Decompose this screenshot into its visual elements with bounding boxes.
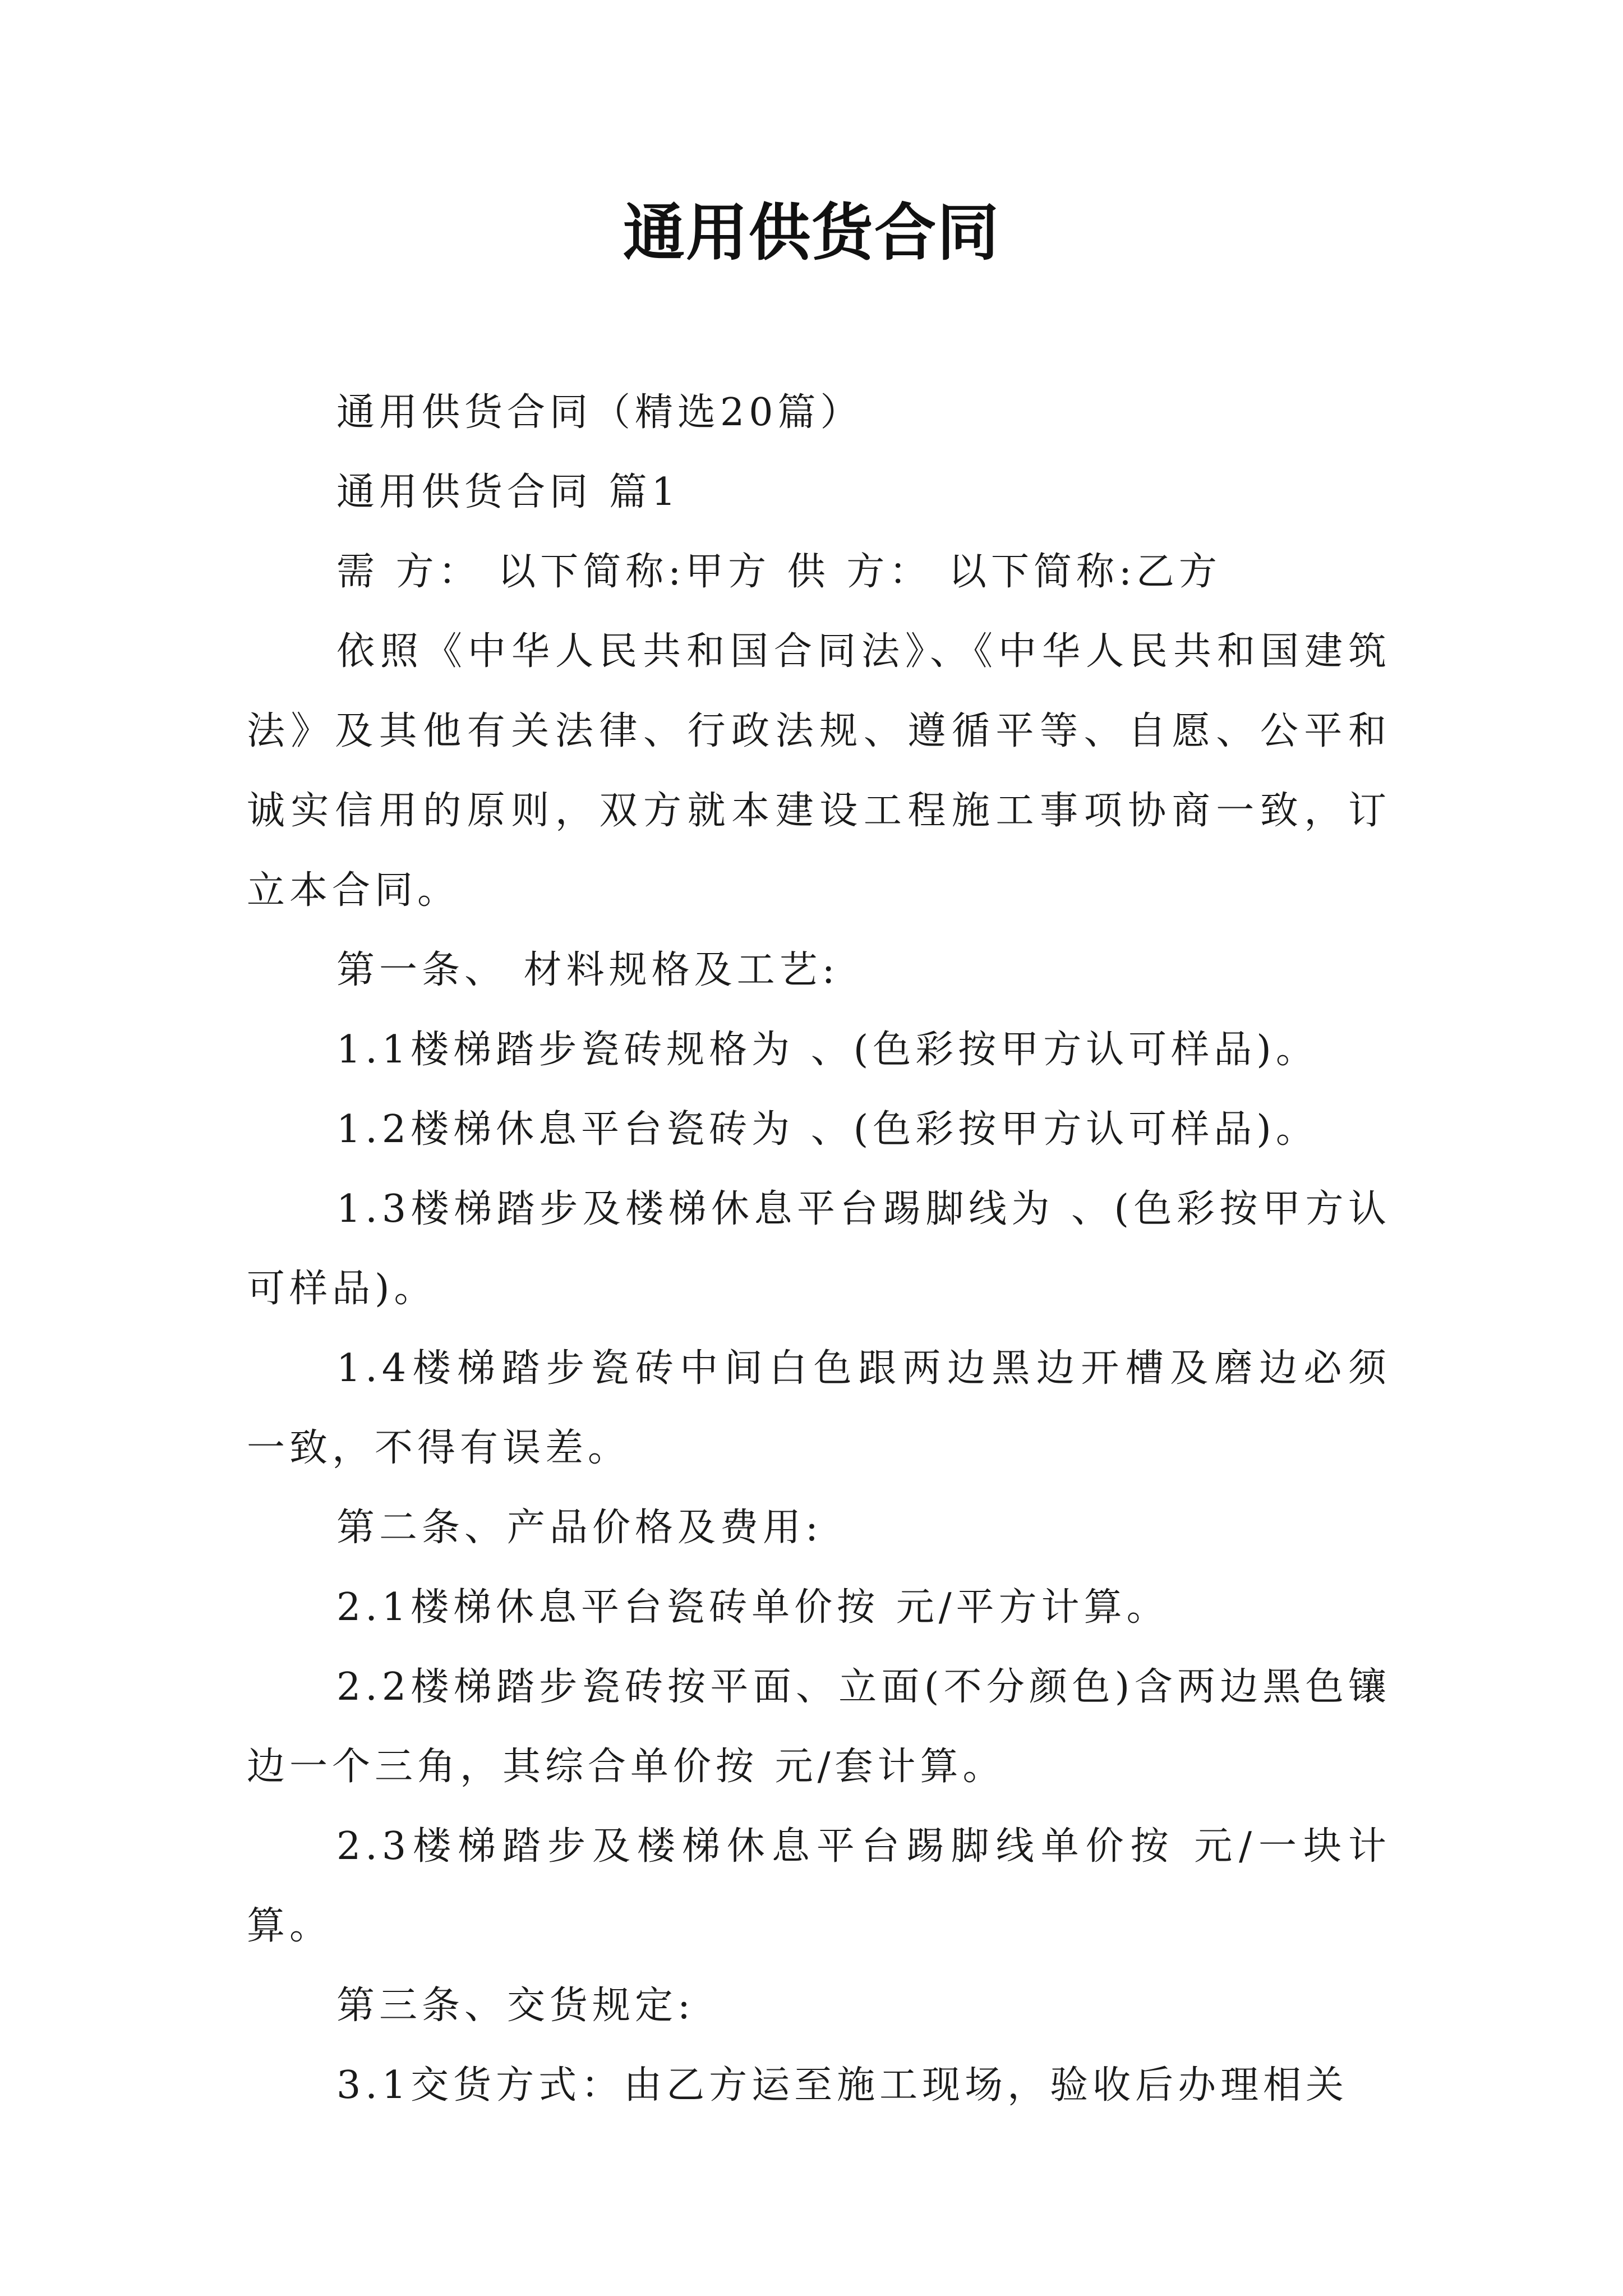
paragraph-article-3-heading: 第三条、交货规定: [336, 1984, 695, 2028]
document-body [247, 373, 1391, 2125]
paragraph-article-1-heading: 第一条、 材料规格及工艺: [336, 948, 840, 992]
paragraph-clause-2-1: 2.1楼梯休息平台瓷砖单价按 元/平方计算。 [336, 1585, 1169, 1630]
document-title: 通用供货合同 [623, 197, 1000, 269]
paragraph-clause-3-1: 3.1交货方式：由乙方运至施工现场，验收后办理相关 [336, 2063, 1349, 2108]
paragraph-subtitle: 通用供货合同（精选20篇） [336, 390, 863, 435]
paragraph-clause-2-2: 2.2楼梯踏步瓷砖按平面、立面(不分颜色)含两边黑色镶边一个三角，其综合单价按 元/套计算。 [247, 1665, 1391, 1789]
paragraph-clause-1-3: 1.3楼梯踏步及楼梯休息平台踢脚线为 、(色彩按甲方认可样品)。 [247, 1187, 1391, 1311]
paragraph-preamble: 依照《中华人民共和国合同法》、《中华人民共和国建筑法》及其他有关法律、行政法规、遵循平等、自愿、公平和诚实信用的原则，双方就本建设工程施工事项协商一致，订立本合同。 [247, 629, 1391, 913]
paragraph-clause-1-2: 1.2楼梯休息平台瓷砖为 、(色彩按甲方认可样品)。 [336, 1107, 1318, 1152]
paragraph-section-heading: 通用供货合同 篇1 [336, 470, 680, 514]
paragraph-clause-1-1: 1.1楼梯踏步瓷砖规格为 、(色彩按甲方认可样品)。 [336, 1028, 1318, 1072]
paragraph-clause-2-3: 2.3楼梯踏步及楼梯休息平台踢脚线单价按 元/一块计算。 [247, 1824, 1391, 1948]
paragraph-clause-1-4: 1.4楼梯踏步瓷砖中间白色跟两边黑边开槽及磨边必须一致，不得有误差。 [247, 1346, 1391, 1470]
paragraph-parties: 需 方： 以下简称:甲方 供 方： 以下简称:乙方 [336, 550, 1221, 594]
paragraph-article-2-heading: 第二条、产品价格及费用: [336, 1506, 823, 1550]
